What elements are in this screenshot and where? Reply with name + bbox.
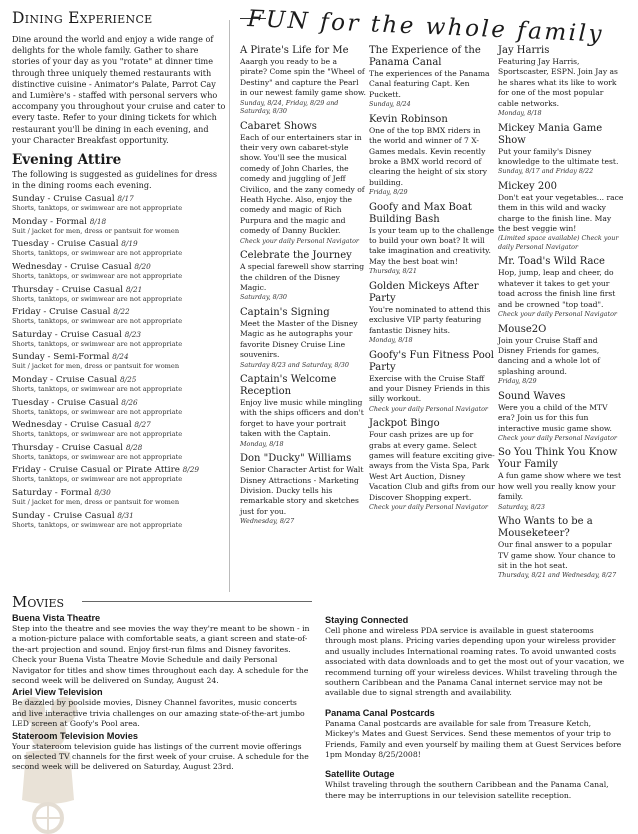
attire-day — [12, 488, 226, 507]
attire-day — [12, 262, 226, 281]
event-item — [498, 324, 624, 386]
event-description: Meet the Master of the Disney Magic as he autographs your favorite Disney Cruise Line souvenirs. — [240, 318, 358, 360]
movies-section-text: Panama Canal postcards are available for sale from Treasure Ketch, Mickey's Mates and Guest Services. Send these mementos of your trip to Friends, Family and even yourself by mailing them at Guest Services before 1pm Monday 8/25/2008! — [325, 718, 622, 760]
event-schedule-note: Wednesday, 8/27 — [240, 517, 295, 526]
attire-day-label — [12, 239, 226, 249]
event-item — [240, 307, 366, 369]
attire-intro: The following is suggested as guidelines for dress in the dining rooms each evening. — [12, 169, 218, 190]
event-item — [240, 453, 366, 526]
fun-column-1 — [240, 45, 366, 531]
event-title: Cabaret Shows — [240, 120, 317, 132]
event-item — [369, 202, 495, 276]
attire-day — [12, 330, 226, 349]
attire-day-label — [12, 443, 226, 453]
event-schedule-note: Check your daily Personal Navigator — [498, 310, 617, 319]
event-title: Goofy's Fun Fitness Pool Party — [369, 349, 494, 373]
event-item — [240, 374, 366, 448]
event-description: Join your Cruise Staff and Disney Friends for games, dancing and a whole lot of splashing around. — [498, 335, 600, 376]
event-item — [498, 181, 624, 252]
attire-day-note: Shorts, tanktops, or swimwear are not appropriate — [12, 384, 183, 393]
movies-title: Movies — [12, 593, 65, 611]
event-title: Celebrate the Journey — [240, 250, 352, 262]
attire-day-name: Friday - Cruise Casual — [12, 307, 111, 318]
event-schedule-note: Sunday, 8/17 and Friday 8/22 — [498, 167, 594, 176]
attire-day-note: Shorts, tanktops, or swimwear are not appropriate — [12, 317, 183, 326]
event-title: Captain's Welcome Reception — [240, 374, 337, 398]
event-schedule-note: Saturday, 8/23 — [498, 502, 546, 511]
movies-left-column — [12, 612, 310, 773]
attire-day-note: Shorts, tanktops, or swimwear are not appropriate — [12, 272, 183, 280]
attire-day — [12, 511, 226, 530]
movies-section-text: Be dazzled by poolside movies, Disney Channel favorites, music concerts and live interactive trivia challenges on our amazing state-of-the-art jumbo LED screen at Goofy's Pool area. — [12, 698, 305, 729]
attire-day — [12, 307, 226, 326]
attire-day — [12, 375, 226, 394]
attire-day-note: Shorts, tanktops, or swimwear are not appropriate — [12, 204, 183, 213]
attire-day-name: Wednesday - Cruise Casual — [12, 420, 132, 431]
attire-day-note: Shorts, tanktops, or swimwear are not appropriate — [12, 294, 183, 303]
movies-section-title: Panama Canal Postcards — [325, 707, 435, 718]
movies-section-title: Staying Connected — [325, 615, 409, 625]
attire-day-date: 8/18 — [89, 216, 107, 226]
event-title: Mr. Toad's Wild Race — [498, 256, 605, 268]
movies-header — [12, 592, 312, 611]
event-title: Jackpot Bingo — [369, 418, 440, 430]
event-schedule-note: Check your daily Personal Navigator — [498, 433, 617, 442]
event-schedule-note: Thursday, 8/21 and Wednesday, 8/27 — [498, 571, 617, 580]
attire-day — [12, 398, 226, 417]
attire-day-list — [12, 194, 226, 529]
attire-day-name: Tuesday - Cruise Casual — [12, 397, 119, 408]
attire-day-name: Sunday - Semi-Formal — [12, 352, 110, 363]
event-schedule-note: Saturday 8/23 and Saturday, 8/30 — [240, 360, 349, 369]
event-item — [498, 256, 624, 318]
attire-day — [12, 194, 226, 213]
event-description: Featuring Jay Harris, Sportscaster, ESPN. Join Jay as he shares what its like to work for one of the most popular cable networks. — [498, 57, 618, 108]
attire-day-date: 8/25 — [119, 374, 137, 384]
attire-day-date: 8/17 — [117, 194, 134, 204]
attire-day-date: 8/28 — [125, 442, 143, 452]
attire-day-label — [12, 262, 226, 272]
event-title: So You Think You Know Your Family — [498, 447, 618, 471]
event-schedule-note: (Limited space available) Check your daily Personal Navigator — [498, 234, 619, 251]
attire-day-label — [12, 398, 226, 408]
event-title: Who Wants to be a Mouseketeer? — [498, 516, 593, 540]
movies-section-text: Your stateroom television guide has listings of the current movie offerings on selected TV channels for the first week of your cruise. A schedule for the second week will be delivered on Saturday, August 23rd. — [12, 741, 309, 772]
event-description: The experiences of the Panama Canal featuring Capt. Ken Puckett. — [369, 69, 490, 99]
event-schedule-note: Sunday, 8/24, Friday, 8/29 and Saturday, 8/30 — [240, 98, 339, 116]
event-title: The Experience of the Panama Canal — [369, 45, 481, 68]
event-description: Put your family's Disney knowledge to the ultimate test. — [498, 146, 619, 166]
event-item — [369, 45, 495, 109]
event-item — [240, 121, 366, 246]
movies-right-column — [325, 614, 627, 801]
event-item — [498, 516, 624, 580]
event-item — [498, 447, 624, 511]
attire-day-label — [12, 217, 226, 227]
movies-section-text: Whilst traveling through the southern Caribbean and the Panama Canal, there may be interruptions in our television satellite reception. — [325, 780, 609, 800]
event-schedule-note: Monday, 8/18 — [498, 109, 542, 118]
event-title: Mickey Mania Game Show — [498, 122, 603, 146]
event-title: Goofy and Max Boat Building Bash — [369, 201, 472, 225]
attire-day — [12, 465, 226, 484]
attire-day — [12, 443, 226, 462]
attire-day-date: 8/21 — [125, 284, 143, 294]
attire-day — [12, 239, 226, 258]
attire-day-label — [12, 352, 226, 362]
attire-day-date: 8/29 — [182, 465, 200, 475]
event-schedule-note: Check your daily Personal Navigator — [240, 236, 359, 245]
event-schedule-note: Sunday, 8/24 — [369, 100, 411, 109]
attire-day-label — [12, 285, 226, 295]
fun-column-3 — [498, 45, 624, 585]
event-description: Don't eat your vegetables... race them in this wild and wacky charge to the finish line. May the best veggie win! — [498, 192, 624, 234]
attire-day-label — [12, 375, 226, 385]
attire-day — [12, 217, 226, 236]
attire-day-label — [12, 420, 226, 430]
attire-day-date: 8/23 — [124, 329, 142, 339]
attire-day-name: Monday - Formal — [12, 216, 87, 227]
event-title: A Pirate's Life for Me — [240, 45, 349, 56]
event-title: Jay Harris — [498, 45, 550, 56]
movies-rule — [82, 601, 312, 602]
fun-header — [240, 4, 630, 48]
event-description: Enjoy live music while mingling with the ships officers and don't forget to have your portrait taken with the Captain. — [240, 398, 364, 439]
attire-day-name: Wednesday - Cruise Casual — [12, 262, 132, 272]
event-schedule-note: Check your daily Personal Navigator — [369, 404, 488, 413]
attire-day — [12, 420, 226, 439]
event-item — [369, 114, 495, 197]
attire-day-name: Saturday - Cruise Casual — [12, 329, 122, 340]
attire-day-label — [12, 488, 226, 498]
attire-day-note: Shorts, tanktops, or swimwear are not appropriate — [12, 249, 183, 258]
event-title: Golden Mickeys After Party — [369, 280, 479, 304]
attire-title: Evening Attire — [12, 152, 122, 169]
event-title: Kevin Robinson — [369, 113, 448, 125]
event-description: Our final answer to a popular TV game show. Your chance to sit in the hot seat. — [498, 540, 616, 570]
movies-section-title: Satellite Outage — [325, 769, 395, 780]
event-title: Captain's Signing — [240, 306, 330, 318]
attire-day-date: 8/19 — [121, 239, 138, 249]
event-description: A fun game show where we test how well you really know your family. — [498, 471, 621, 502]
attire-day-name: Tuesday - Cruise Casual — [12, 239, 119, 250]
attire-day-note: Shorts, tanktops, or swimwear are not appropriate — [12, 520, 183, 529]
attire-day-name: Sunday - Cruise Casual — [12, 194, 115, 205]
event-description: Hop, jump, leap and cheer, do whatever it takes to get your toad across the finish line first and be crowned "top toad". — [498, 268, 616, 309]
attire-day-note: Shorts, tanktops, or swimwear are not appropriate — [12, 475, 183, 484]
attire-day-name: Sunday - Cruise Casual — [12, 510, 115, 521]
event-description: Is your team up to the challenge to build your own boat? It will take imagination and creativity. May the best boat win! — [369, 225, 495, 266]
event-item — [240, 45, 366, 116]
attire-day-name: Monday - Cruise Casual — [12, 374, 118, 385]
event-description: A special farewell show starring the children of the Disney Magic. — [240, 262, 365, 292]
event-schedule-note: Monday, 8/18 — [369, 336, 413, 344]
event-item — [369, 281, 495, 345]
event-item — [369, 350, 495, 414]
event-title: Sound Waves — [498, 390, 566, 402]
movies-section-title: Ariel View Television — [12, 687, 103, 698]
event-item — [240, 250, 366, 302]
event-item — [369, 418, 495, 511]
event-description: Were you a child of the MTV era? Join us for this fun interactive music game show. — [498, 402, 612, 433]
attire-day-label — [12, 194, 226, 204]
attire-day-name: Saturday - Formal — [12, 487, 92, 498]
event-schedule-note: Check your daily Personal Navigator — [369, 503, 488, 512]
attire-day-note: Suit / jacket for men, dress or pantsuit for women — [12, 497, 180, 506]
column-divider — [229, 20, 230, 592]
attire-day-label — [12, 307, 226, 317]
event-description: One of the top BMX riders in the world and winner of 7 X-Games medals. Kevin recently broke a BMX world record of clearing the height of six story building. — [369, 125, 488, 187]
movies-section-text: Cell phone and wireless PDA service is available in guest staterooms through most plans. Pricing varies depending upon your wireless provider and usually includes International roaming rates. To avoid unwanted costs associated with data downloads and to get the most out of your vacation, we recommend turning off your wireless devices. Whilst traveling through the southern Caribbean and the Panama Canal internet service may not be available due to signal strength and availability. — [325, 626, 625, 698]
attire-day-date: 8/20 — [134, 262, 151, 271]
event-description: You're nominated to attend this exclusive VIP party featuring fantastic Disney hits. — [369, 304, 491, 335]
attire-day-note: Shorts, tanktops, or swimwear are not appropriate — [12, 339, 183, 348]
attire-day-date: 8/26 — [121, 397, 138, 407]
attire-day-label — [12, 330, 226, 340]
event-schedule-note: Friday, 8/29 — [498, 377, 537, 386]
event-title: Don "Ducky" Williams — [240, 453, 352, 465]
attire-day-note: Shorts, tanktops, or swimwear are not appropriate — [12, 430, 183, 439]
event-schedule-note: Monday, 8/18 — [240, 439, 284, 448]
dining-section — [12, 8, 226, 529]
attire-day-date: 8/24 — [112, 352, 129, 362]
movies-section-title: Stateroom Television Movies — [12, 730, 138, 741]
attire-day-date: 8/31 — [117, 510, 134, 520]
event-description: Each of our entertainers star in their very own cabaret-style show. You'll see the musical comedy of John Charles, the comedy and juggling of Jeff Civilico, and the zany comedy of Heath Hyche. Also, enjoy the comedy and magic of Rich Purpura and the magic and comedy of Danny Buckler. — [240, 132, 365, 236]
attire-day-note: Shorts, tanktops, or swimwear are not appropriate — [12, 452, 183, 461]
attire-day — [12, 285, 226, 304]
attire-day-label — [12, 465, 226, 475]
movies-section-text: Step into the theatre and see movies the way they're meant to be shown - in a motion-picture palace with comfortable seats, a giant screen and state-of-the-art projection and sound. Enjoy first-run films and Disney favorites. Check your Buena Vista Theatre Movie Schedule and daily Personal Navigator for titles and show times throughout each day. A schedule for the second week will be delivered on Sunday, August 24. — [12, 624, 310, 686]
attire-day — [12, 352, 226, 371]
attire-day-note: Suit / jacket for men, dress or pantsuit for women — [12, 362, 180, 371]
event-title: Mouse2O — [498, 323, 547, 335]
attire-day-date: 8/27 — [134, 420, 151, 430]
attire-day-date: 8/22 — [113, 307, 130, 317]
event-description: Senior Character Artist for Walt Disney Attractions - Marketing Division. Ducky tells his remarkable story and sketches just for you. — [240, 465, 364, 516]
event-item — [498, 391, 624, 443]
event-title: Mickey 200 — [498, 180, 557, 192]
event-schedule-note: Thursday, 8/21 — [369, 267, 417, 276]
attire-day-note: Suit / jacket for men, dress or pantsuit for women — [12, 226, 180, 235]
event-description: Exercise with the Cruise Staff and your Disney Friends in this silly workout. — [369, 373, 490, 404]
event-description: Four cash prizes are up for grabs at every game. Select games will feature exciting give-aways from the Vista Spa, Park West Art Auction, Disney Vacation Club and gifts from our Discover Shopping expert. — [369, 430, 495, 502]
event-schedule-note: Saturday, 8/30 — [240, 293, 288, 302]
fun-column-2 — [369, 45, 495, 517]
movies-section-title: Buena Vista Theatre — [12, 613, 101, 623]
attire-day-note: Shorts, tanktops, or swimwear are not appropriate — [12, 407, 183, 416]
attire-day-date: 8/30 — [94, 487, 111, 497]
event-description: Aaargh you ready to be a pirate? Come spin the "Wheel of Destiny" and capture the Pearl in our newest family game show. — [240, 57, 366, 98]
fun-title: FUN for the whole family — [246, 6, 605, 48]
dining-title: Dining Experience — [12, 9, 153, 27]
attire-day-name: Friday - Cruise Casual or Pirate Attire — [12, 465, 180, 476]
attire-day-label — [12, 511, 226, 521]
event-item — [498, 45, 624, 118]
event-schedule-note: Friday, 8/29 — [369, 188, 408, 197]
attire-day-name: Thursday - Cruise Casual — [12, 442, 124, 453]
event-item — [498, 123, 624, 176]
dining-intro: Dine around the world and enjoy a wide range of delights for the whole family. Gather to share stories of your day as you "rotate" at dinner time through three uniquely themed restaurants with distinctive cuisine - Animator's Palate, Parrot Cay and Lumière's - staffed with personal servers who accompany you throughout your cruise and cater to every taste. Refer to your dining tickets for which restaurant you'll be dining in each evening, and your Character Breakfast opportunity. — [12, 34, 226, 145]
attire-day-name: Thursday - Cruise Casual — [12, 284, 124, 295]
